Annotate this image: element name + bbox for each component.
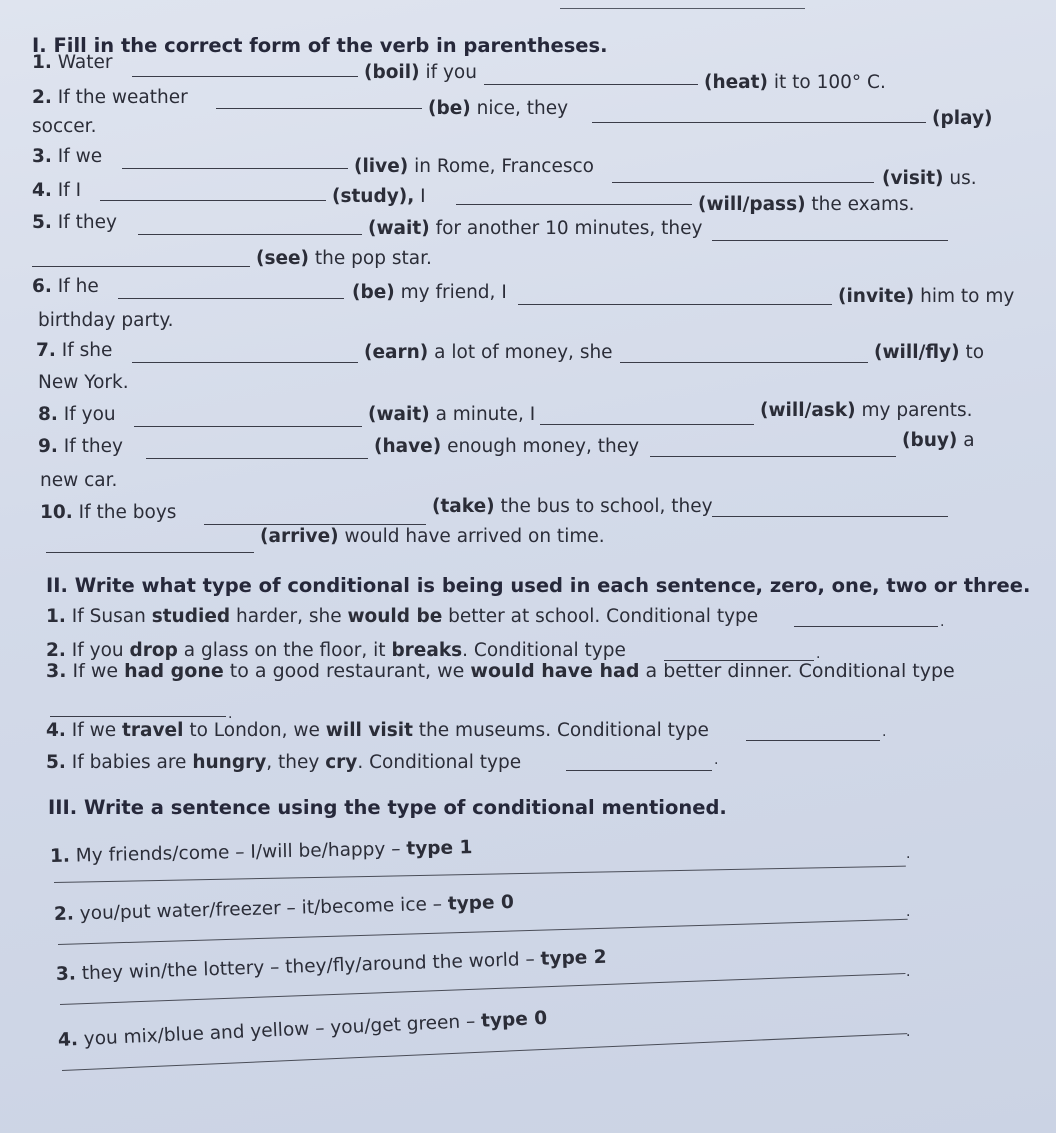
s2-item-2-blank[interactable] (664, 644, 814, 661)
s2-item-3: 3. If we had gone to a good restaurant, we would have had a better dinner. Conditional type (46, 660, 955, 682)
s2-item-3-blank[interactable] (50, 700, 226, 717)
s3-item-1-answer-line[interactable] (54, 866, 906, 883)
s2-item-5: 5. If babies are hungry, they cry. Conditional type (46, 752, 522, 773)
s3-item-3: 3. they win/the lottery – they/fly/around the world – type 2 (55, 946, 607, 985)
s1-item-5-blank-2[interactable] (712, 224, 948, 241)
s3-item-4: 4. you mix/blue and yellow – you/get green – type 0 (57, 1007, 548, 1051)
s3-item-1: 1. My friends/come – I/will be/happy – type 1 (49, 837, 473, 867)
s2-item-5-blank[interactable] (566, 754, 712, 771)
s1-item-5-blank-3[interactable] (32, 250, 250, 267)
s3-item-2: 2. you/put water/freezer – it/become ice – type 0 (53, 891, 515, 925)
s1-item-1-blank-1[interactable] (132, 60, 358, 77)
s1-item-10-blank-3[interactable] (46, 536, 254, 553)
s1-item-8-blank-2[interactable] (540, 408, 754, 425)
s1-item-2-part1: 2. If the weather (32, 87, 188, 108)
s1-item-9-blank-1[interactable] (146, 442, 368, 459)
s1-item-10-blank-2[interactable] (712, 500, 948, 517)
s1-item-1-blank-2[interactable] (484, 68, 698, 85)
section2-heading: II. Write what type of conditional is being used in each sentence, zero, one, two or three. (46, 574, 1031, 597)
s2-item-4-blank[interactable] (746, 724, 880, 741)
s1-item-2-blank-1[interactable] (216, 92, 422, 109)
s1-item-4-blank-1[interactable] (100, 184, 326, 201)
s1-item-8-blank-1[interactable] (134, 410, 362, 427)
section3-heading: III. Write a sentence using the type of conditional mentioned. (48, 796, 727, 819)
section1-heading: I. Fill in the correct form of the verb in parentheses. (32, 34, 608, 57)
s1-item-9-blank-2[interactable] (650, 440, 896, 457)
s3-item-2-answer-line[interactable] (58, 919, 908, 945)
s1-item-4-blank-2[interactable] (456, 188, 692, 205)
s1-item-6-blank-2[interactable] (518, 288, 832, 305)
s2-item-4: 4. If we travel to London, we will visit the museums. Conditional type (46, 720, 709, 741)
s2-item-1-blank[interactable] (794, 610, 938, 627)
s1-item-3-blank-2[interactable] (612, 166, 874, 183)
s2-item-1: 1. If Susan studied harder, she would be better at school. Conditional type (46, 606, 759, 627)
s1-item-7-blank-2[interactable] (620, 346, 868, 363)
s1-item-7-blank-1[interactable] (132, 346, 358, 363)
s1-item-1-part1: 1. Water (32, 52, 113, 73)
s1-item-10-blank-1[interactable] (204, 508, 426, 525)
top-rule (560, 8, 805, 9)
s1-item-6-blank-1[interactable] (118, 282, 344, 299)
s2-item-2: 2. If you drop a glass on the floor, it breaks. Conditional type (46, 640, 626, 661)
s1-item-5-blank-1[interactable] (138, 218, 362, 235)
s1-item-3-blank-1[interactable] (122, 152, 348, 169)
s1-item-2-blank-2[interactable] (592, 106, 926, 123)
